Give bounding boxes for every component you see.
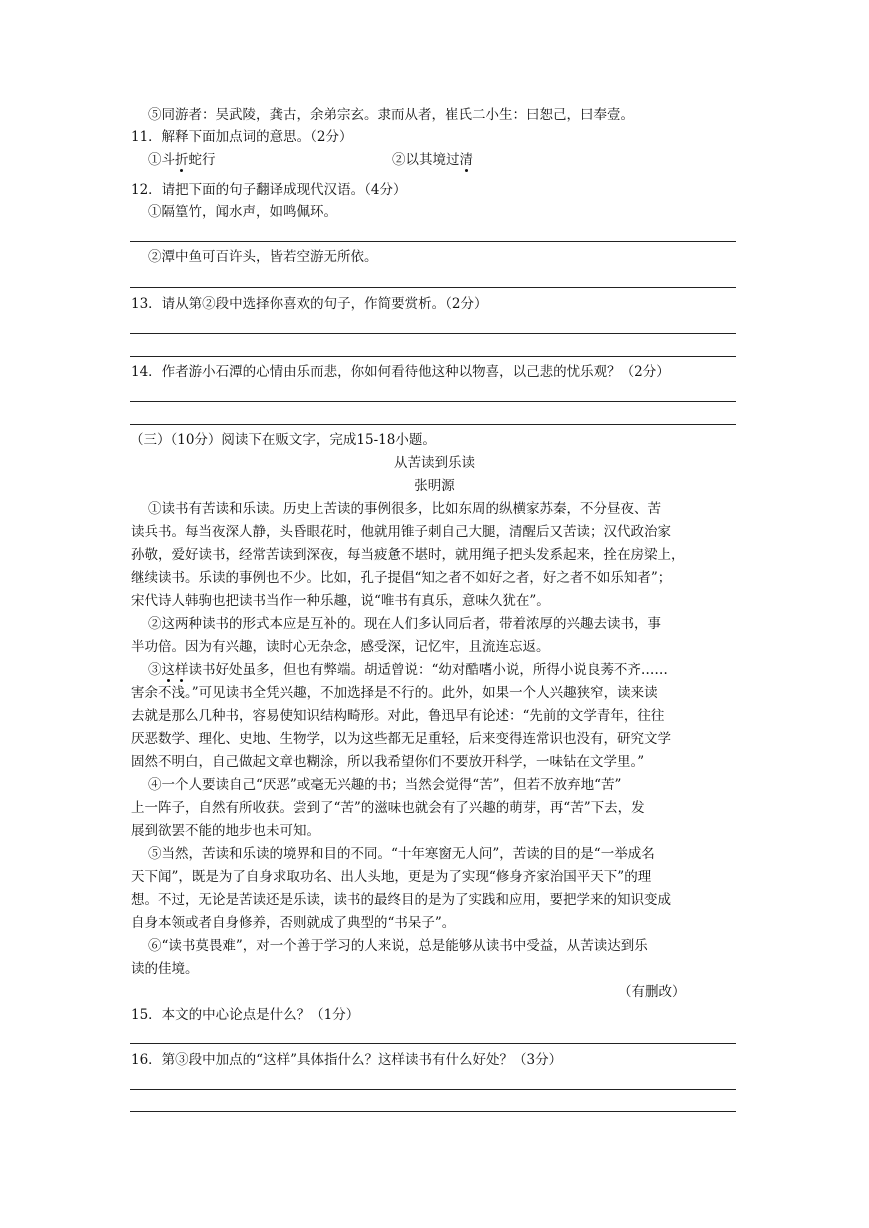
article-author: 张明源 <box>414 478 455 494</box>
q11-item1: ①斗折蛇行 <box>148 152 216 168</box>
para-line: 展到欲罢不能的地步也未可知。 <box>131 823 320 839</box>
q12-sentence2: ②潭中鱼可百许头，皆若空游无所依。 <box>148 249 378 265</box>
para-line: ②这两种读书的形式本应是互补的。现在人们多认同后者，带着浓厚的兴趣去读书，事 <box>148 616 661 632</box>
para-line: 孙敬，爱好读书，经常苦读到深夜，每当疲惫不堪时，就用绳子把头发系起来，拴在房梁上， <box>131 547 685 563</box>
q14-stem: 14．作者游小石潭的心情由乐而悲，你如何看待他这种以物喜，以己悲的忧乐观？（2分） <box>131 364 670 380</box>
para-line: 害余不浅。”可见读书全凭兴趣，不加选择是不行的。此外，如果一个人兴趣狭窄，读来读 <box>131 685 658 701</box>
q12-stem: 12．请把下面的句子翻译成现代汉语。（4分） <box>131 182 407 198</box>
answer-line <box>130 424 736 425</box>
para-line: 读的佳境。 <box>131 961 199 977</box>
answer-line <box>130 1111 736 1112</box>
answer-line <box>130 356 736 357</box>
q13-stem: 13．请从第②段中选择你喜欢的句子，作简要赏析。（2分） <box>131 296 488 312</box>
source-note: （有删改） <box>618 984 686 1000</box>
q11-stem: 11．解释下面加点词的意思。（2分） <box>131 129 353 145</box>
para-line: 自身本领或者自身修养，否则就成了典型的“书呆子”。 <box>131 915 456 931</box>
dotted-char: 清 <box>459 152 473 168</box>
para-line: 半功倍。因为有兴趣，读时心无杂念，感受深，记忆牢，且流连忘返。 <box>131 639 550 655</box>
dotted-char: 样 <box>175 662 189 678</box>
q15-stem: 15．本文的中心论点是什么？（1分） <box>131 1007 360 1023</box>
para-line: 厌恶数学、理化、史地、生物学，以为这些都无足重轻，后来变得连常识也没有，研究文学 <box>131 731 671 747</box>
q11-item2: ②以其境过清 <box>392 152 473 168</box>
para-line: ①读书有苦读和乐读。历史上苦读的事例很多，比如东周的纵横家苏秦，不分昼夜、苦 <box>148 501 661 517</box>
answer-line <box>130 241 736 242</box>
para-line: ⑤当然，苦读和乐读的境界和目的不同。“十年寒窗无人问”，苦读的目的是“一举成名 <box>148 846 655 862</box>
para-line: 去就是那么几种书，容易使知识结构畸形。对此，鲁迅早有论述：“先前的文学青年，往往 <box>131 708 665 724</box>
q10-item5: ⑤同游者：吴武陵，龚古，余弟宗玄。隶而从者，崔氏二小生：曰恕己，曰奉壹。 <box>148 107 634 123</box>
dotted-char: 这 <box>161 662 175 678</box>
answer-line <box>130 1089 736 1090</box>
article-title: 从苦读到乐读 <box>394 455 475 471</box>
q16-stem: 16．第③段中加点的“这样”具体指什么？这样读书有什么好处？（3分） <box>131 1052 563 1068</box>
q12-sentence1: ①隔篁竹，闻水声，如鸣佩环。 <box>148 204 337 220</box>
dotted-char: 折 <box>175 152 189 168</box>
para-line: ④一个人要读自己“厌恶”或毫无兴趣的书；当然会觉得“苦”，但若不放弃地“苦” <box>148 777 622 793</box>
answer-line <box>130 287 736 288</box>
para-line: 继续读书。乐读的事例也不少。比如，孔子提倡“知之者不如好之者，好之者不如乐知者”； <box>131 570 672 586</box>
answer-line <box>130 333 736 334</box>
para-line: ⑥“读书莫畏难”，对一个善于学习的人来说，总是能够从读书中受益，从苦读达到乐 <box>148 938 648 954</box>
para-line: 想。不过，无论是苦读还是乐读，读书的最终目的是为了实践和应用，要把学来的知识变成 <box>131 892 671 908</box>
para-line: ③这样读书好处虽多，但也有弊端。胡适曾说：“幼对酷嗜小说，所得小说良莠不齐…… <box>148 662 668 678</box>
answer-line <box>130 401 736 402</box>
section3-intro: （三）（10分）阅读下在贩文字，完成15-18小题。 <box>130 432 436 448</box>
para-line: 宋代诗人韩驹也把读书当作一种乐趣，说“唯书有真乐，意味久犹在”。 <box>131 593 550 609</box>
para-line: 固然不明白，自己做起文章也糊涂，所以我希望你们不要放开科学，一味钻在文学里。” <box>131 754 645 770</box>
para-line: 天下闻”，既是为了自身求取功名、出人头地，更是为了实现“修身齐家治国平天下”的理 <box>131 869 652 885</box>
para-line: 上一阵子，自然有所收获。尝到了“苦”的滋味也就会有了兴趣的萌芽，再“苦”下去，发 <box>131 800 645 816</box>
answer-line <box>130 1043 736 1044</box>
para-line: 读兵书。每当夜深人静，头昏眼花时，他就用锥子刺自己大腿，清醒后又苦读；汉代政治家 <box>131 524 671 540</box>
